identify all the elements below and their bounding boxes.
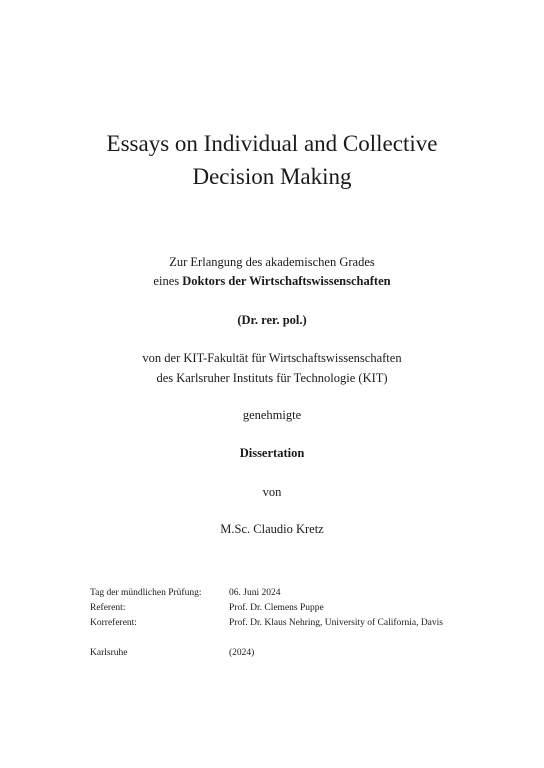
- document-type: Dissertation: [239, 446, 305, 460]
- title-line-1: Essays on Individual and Collective: [106, 131, 438, 156]
- place-row: [90, 646, 254, 661]
- dissertation-title: [0, 127, 544, 193]
- detail-row-referent: [90, 601, 443, 616]
- detail-value: Prof. Dr. Clemens Puppe: [229, 603, 324, 613]
- detail-row-korreferent: [90, 616, 443, 631]
- place-label: Karlsruhe: [90, 648, 128, 658]
- by-text: von: [262, 485, 282, 499]
- degree-line-2-prefix: eines: [153, 274, 183, 288]
- approved-text: genehmigte: [242, 408, 302, 422]
- degree-line-2: [0, 273, 544, 289]
- faculty-line-1: von der KIT-Fakultät für Wirtschaftswissenschaften: [142, 351, 402, 365]
- degree-abbreviation: (Dr. rer. pol.): [237, 313, 307, 327]
- title-line-2: Decision Making: [192, 164, 352, 189]
- author-name: M.Sc. Claudio Kretz: [220, 522, 324, 536]
- place-and-year: [90, 646, 254, 661]
- detail-value: Prof. Dr. Klaus Nehring, University of California, Davis: [229, 618, 443, 628]
- degree-name: Doktors der Wirtschaftswissenschaften: [182, 274, 391, 288]
- detail-value: 06. Juni 2024: [229, 588, 281, 598]
- degree-line-1: Zur Erlangung des akademischen Grades: [169, 255, 375, 269]
- year-value: (2024): [229, 648, 255, 658]
- examination-details: [90, 586, 443, 631]
- faculty-line-2: des Karlsruher Instituts für Technologie (KIT): [156, 371, 388, 385]
- detail-row-exam-date: [90, 586, 443, 601]
- detail-label: Tag der mündlichen Prüfung:: [90, 588, 202, 598]
- detail-label: Referent:: [90, 603, 126, 613]
- detail-label: Korreferent:: [90, 618, 137, 628]
